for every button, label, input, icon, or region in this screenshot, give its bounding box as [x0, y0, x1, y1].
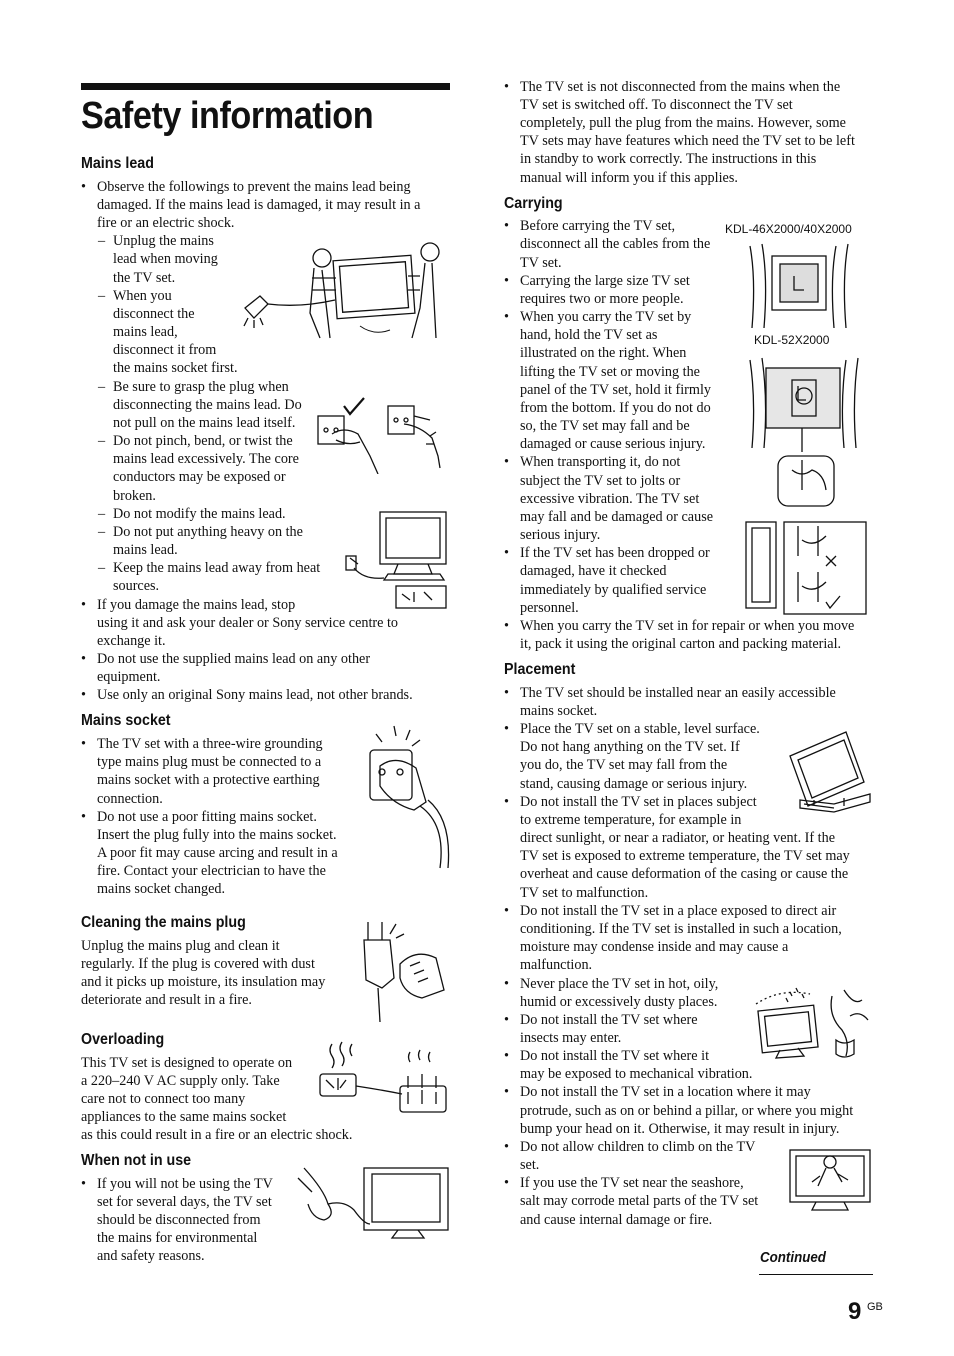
model-caption-1: KDL-46X2000/40X2000	[725, 222, 852, 236]
bullet: •	[504, 618, 509, 634]
model-caption-2: KDL-52X2000	[754, 333, 830, 347]
bullet: •	[504, 976, 509, 992]
text-line: The TV set should be installed near an easily accessible	[520, 685, 836, 701]
text-line: Do not use a poor fitting mains socket.	[97, 809, 317, 825]
text-line: Do not install the TV set where it	[520, 1048, 710, 1064]
text-line: set for several days, the TV set	[97, 1194, 272, 1210]
text-line: and it picks up moisture, its insulation may	[81, 974, 326, 990]
text-line: broken.	[113, 488, 156, 504]
text-line: If you damage the mains lead, stop	[97, 597, 296, 613]
text-line: disconnect the	[113, 306, 195, 322]
text-line: lead when moving	[113, 251, 218, 267]
text-line: the mains for environmental	[97, 1230, 258, 1246]
text-line: a 220–240 V AC supply only. Take	[81, 1073, 280, 1089]
text-line: TV set to malfunction.	[520, 885, 649, 901]
text-line: and cause internal damage or fire.	[520, 1212, 713, 1228]
text-line: it, pack it using the original carton and packing material.	[520, 636, 842, 652]
grasp-plug-illustration	[314, 396, 452, 474]
text-line: mains lead excessively. The core	[113, 451, 299, 467]
text-line: personnel.	[520, 600, 579, 616]
text-line: If the TV set has been dropped or	[520, 545, 710, 561]
text-line: care not to connect too many	[81, 1091, 246, 1107]
continued-rule	[759, 1274, 873, 1275]
text-line: When you carry the TV set in for repair or when you move	[520, 618, 855, 634]
heading-mains-lead: Mains lead	[81, 155, 154, 172]
text-line: bump your head on it. Otherwise, it may result in injury.	[520, 1121, 840, 1137]
text-line: Never place the TV set in hot, oily,	[520, 976, 719, 992]
text-line: should be disconnected from	[97, 1212, 261, 1228]
heavy-object-lead-illustration	[344, 508, 452, 612]
text-line: Place the TV set on a stable, level surface.	[520, 721, 760, 737]
text-line: fire. Contact your electrician to have the	[97, 863, 326, 879]
bullet: •	[81, 651, 86, 667]
bullet: •	[504, 545, 509, 561]
text-line: Do not install the TV set in places subject	[520, 794, 757, 810]
text-line: mains socket with a protective earthing	[97, 772, 320, 788]
bullet: •	[504, 218, 509, 234]
dash: –	[98, 379, 106, 395]
title-rule	[81, 83, 450, 90]
text-line: equipment.	[97, 669, 161, 685]
child-climbing-tv-illustration	[786, 1146, 876, 1214]
text-line: from the bottom. If you do not do	[520, 400, 711, 416]
heading-carrying: Carrying	[504, 195, 563, 212]
text-line: Observe the followings to prevent the mains lead being	[97, 179, 411, 195]
heading-mains-socket: Mains socket	[81, 712, 171, 729]
text-line: you do, the TV set may fall from the	[520, 757, 728, 773]
text-line: mains lead.	[113, 542, 178, 558]
heading-not-in-use: When not in use	[81, 1152, 192, 1169]
text-line: as this could result in a fire or an electric shock.	[81, 1127, 353, 1143]
dash: –	[98, 560, 106, 576]
text-line: may fall and be damaged or cause	[520, 509, 714, 525]
text-line: manual will inform you if this applies.	[520, 170, 738, 186]
bullet: •	[81, 809, 86, 825]
bullet: •	[81, 597, 86, 613]
tv-falling-stand-illustration	[784, 728, 874, 814]
text-line: damaged. If the mains lead is damaged, it may result in a	[97, 197, 421, 213]
text-line: Before carrying the TV set,	[520, 218, 676, 234]
text-line: overheat and cause deformation of the casing or cause the	[520, 866, 849, 882]
text-line: Unplug the mains plug and clean it	[81, 938, 280, 954]
text-line: deteriorate and result in a fire.	[81, 992, 252, 1008]
bullet: •	[504, 721, 509, 737]
bullet: •	[504, 273, 509, 289]
text-line: type mains plug must be connected to a	[97, 754, 322, 770]
text-line: moisture may condense inside and may cause a	[520, 939, 789, 955]
bullet: •	[504, 903, 509, 919]
dash: –	[98, 524, 106, 540]
text-line: This TV set is designed to operate on	[81, 1055, 293, 1071]
text-line: Do not modify the mains lead.	[113, 506, 286, 522]
dusty-humid-illustration	[750, 986, 874, 1060]
bullet: •	[81, 687, 86, 703]
text-line: the mains socket first.	[113, 360, 238, 376]
text-line: Do not install the TV set in a place exposed to direct air	[520, 903, 837, 919]
text-line: damaged or cause serious injury.	[520, 436, 706, 452]
text-line: stand, causing damage or serious injury.	[520, 776, 748, 792]
text-line: Carrying the large size TV set	[520, 273, 690, 289]
text-line: excessive vibration. The TV set	[520, 491, 700, 507]
text-line: insects may enter.	[520, 1030, 622, 1046]
bullet: •	[504, 454, 509, 470]
bullet: •	[504, 1139, 509, 1155]
bullet: •	[81, 736, 86, 752]
text-line: mains lead,	[113, 324, 178, 340]
page-number: 9	[848, 1298, 862, 1325]
text-line: the TV set.	[113, 270, 176, 286]
text-line: hand, hold the TV set as	[520, 327, 658, 343]
text-line: humid or excessively dusty places.	[520, 994, 718, 1010]
text-line: The TV set is not disconnected from the mains when the	[520, 79, 841, 95]
bullet: •	[504, 1175, 509, 1191]
text-line: damaged, have it checked	[520, 563, 667, 579]
bullet: •	[504, 309, 509, 325]
text-line: connection.	[97, 791, 163, 807]
text-line: so, the TV set may fall and be	[520, 418, 690, 434]
text-line: conductors may be exposed or	[113, 469, 286, 485]
carry-tv-model2-illustration	[742, 350, 876, 620]
bullet: •	[81, 1176, 86, 1192]
text-line: lifting the TV set or moving the	[520, 364, 700, 380]
text-line: disconnect it from	[113, 342, 217, 358]
text-line: If you use the TV set near the seashore,	[520, 1175, 744, 1191]
unplug-tv-illustration	[294, 1164, 452, 1244]
text-line: TV sets may have features which need the TV set to be left	[520, 133, 855, 149]
text-line: subject the TV set to jolts or	[520, 473, 681, 489]
text-line: Insert the plug fully into the mains socket.	[97, 827, 337, 843]
text-line: Be sure to grasp the plug when	[113, 379, 289, 395]
bullet: •	[504, 794, 509, 810]
dash: –	[98, 233, 106, 249]
bullet: •	[504, 685, 509, 701]
heading-cleaning: Cleaning the mains plug	[81, 914, 246, 931]
text-line: Do not use the supplied mains lead on any other	[97, 651, 371, 667]
text-line: using it and ask your dealer or Sony service centre to	[97, 615, 398, 631]
heading-overloading: Overloading	[81, 1031, 165, 1048]
bullet: •	[504, 1012, 509, 1028]
plug-arcing-illustration	[366, 724, 452, 870]
text-line: TV set is switched off. To disconnect the TV set	[520, 97, 793, 113]
text-line: immediately by qualified service	[520, 582, 707, 598]
bullet: •	[504, 79, 509, 95]
text-line: to extreme temperature, for example in	[520, 812, 742, 828]
text-line: TV set.	[520, 255, 562, 271]
dash: –	[98, 506, 106, 522]
bullet: •	[81, 179, 86, 195]
text-line: When you	[113, 288, 172, 304]
text-line: conditioning. If the TV set is installed in such a location,	[520, 921, 842, 937]
text-line: mains socket.	[520, 703, 598, 719]
text-line: serious injury.	[520, 527, 601, 543]
text-line: salt may corrode metal parts of the TV set	[520, 1193, 759, 1209]
text-line: If you will not be using the TV	[97, 1176, 273, 1192]
carry-tv-model1-illustration	[742, 238, 856, 330]
dash: –	[98, 288, 106, 304]
text-line: regularly. If the plug is covered with dust	[81, 956, 315, 972]
text-line: mains socket changed.	[97, 881, 226, 897]
dash: –	[98, 433, 106, 449]
heading-placement: Placement	[504, 661, 576, 678]
text-line: may be exposed to mechanical vibration.	[520, 1066, 753, 1082]
text-line: Do not pinch, bend, or twist the	[113, 433, 293, 449]
region-code: GB	[867, 1301, 883, 1313]
text-line: When transporting it, do not	[520, 454, 681, 470]
text-line: Unplug the mains	[113, 233, 214, 249]
text-line: in standby to work correctly. The instructions in this	[520, 151, 817, 167]
text-line: exchange it.	[97, 633, 166, 649]
overloaded-socket-illustration	[312, 1040, 452, 1118]
text-line: disconnecting the mains lead. Do	[113, 397, 302, 413]
text-line: Do not install the TV set where	[520, 1012, 698, 1028]
text-line: Keep the mains lead away from heat	[113, 560, 321, 576]
text-line: requires two or more people.	[520, 291, 684, 307]
text-line: When you carry the TV set by	[520, 309, 692, 325]
text-line: illustrated on the right. When	[520, 345, 687, 361]
continued-label: Continued	[760, 1250, 826, 1266]
text-line: not pull on the mains lead itself.	[113, 415, 296, 431]
bullet: •	[504, 1048, 509, 1064]
text-line: Do not hang anything on the TV set. If	[520, 739, 740, 755]
text-line: Do not put anything heavy on the	[113, 524, 303, 540]
page-title: Safety information	[81, 95, 374, 137]
text-line: A poor fit may cause arcing and result in a	[97, 845, 338, 861]
text-line: set.	[520, 1157, 540, 1173]
bullet: •	[504, 1084, 509, 1100]
text-line: Do not allow children to climb on the TV	[520, 1139, 756, 1155]
text-line: sources.	[113, 578, 160, 594]
text-line: direct sunlight, or near a radiator, or heating vent. If the	[520, 830, 835, 846]
text-line: malfunction.	[520, 957, 593, 973]
text-line: fire or an electric shock.	[97, 215, 235, 231]
text-line: disconnect all the cables from the	[520, 236, 711, 252]
text-line: and safety reasons.	[97, 1248, 205, 1264]
text-line: protrude, such as on or behind a pillar, or where you might	[520, 1103, 854, 1119]
text-line: The TV set with a three-wire grounding	[97, 736, 323, 752]
text-line: appliances to the same mains socket	[81, 1109, 287, 1125]
text-line: TV set is exposed to extreme temperature, the TV set may	[520, 848, 850, 864]
text-line: Use only an original Sony mains lead, not other brands.	[97, 687, 413, 703]
text-line: Do not install the TV set in a location where it may	[520, 1084, 811, 1100]
cleaning-plug-illustration	[360, 918, 450, 1024]
text-line: panel of the TV set, hold it firmly	[520, 382, 711, 398]
carrying-tv-illustration	[240, 238, 452, 342]
text-line: completely, pull the plug from the mains. However, some	[520, 115, 846, 131]
